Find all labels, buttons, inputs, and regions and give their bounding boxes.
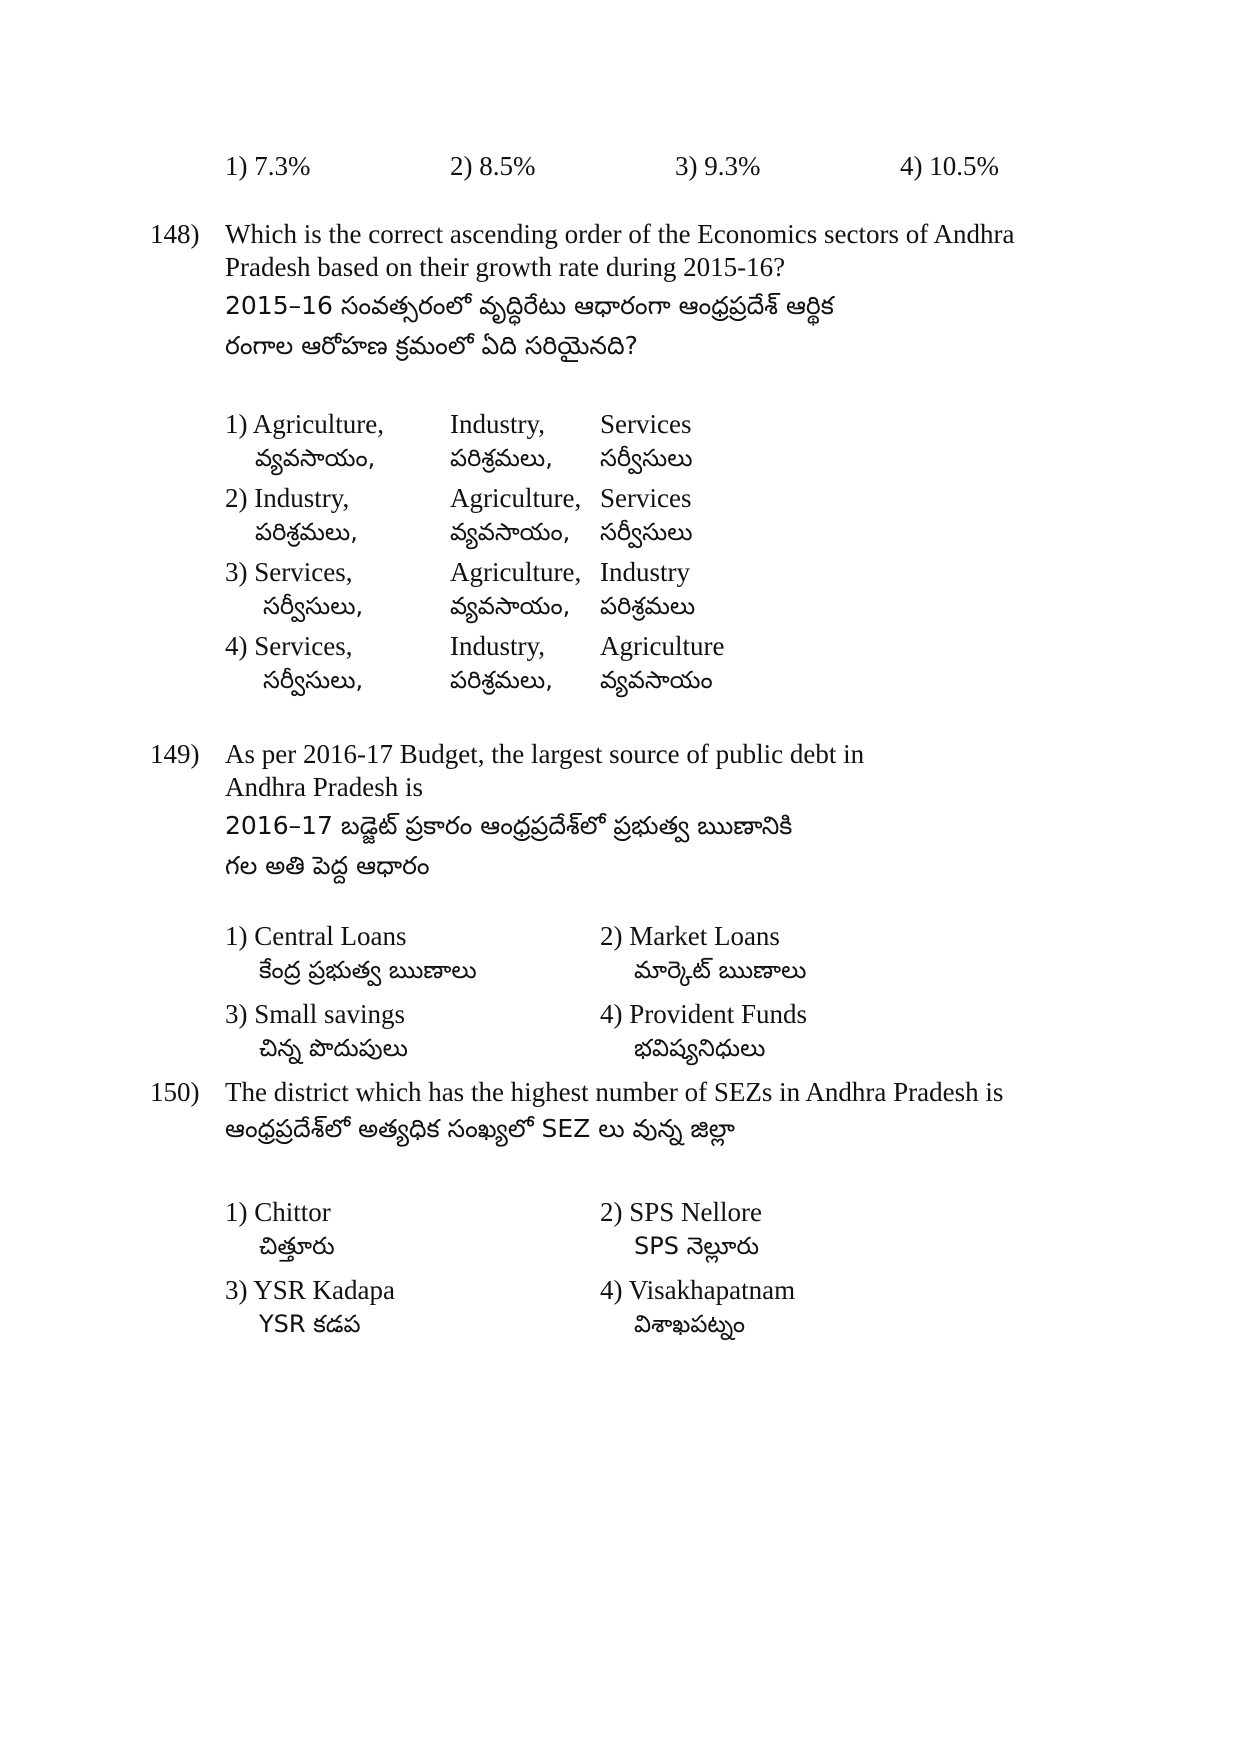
option-cell — [450, 630, 553, 697]
option-4 — [600, 1274, 795, 1341]
option-text-te: YSR కడప — [259, 1310, 361, 1338]
option-text-en: 1) Agriculture, — [225, 409, 384, 439]
option-text-te: చిన్న పొదుపులు — [259, 1034, 408, 1062]
option-text-te: పరిశ్రమలు, — [450, 444, 553, 472]
option-text-en: 2) SPS Nellore — [600, 1197, 762, 1227]
option-cell — [225, 408, 384, 475]
option-text-te: SPS నెల్లూరు — [634, 1232, 760, 1260]
option-cell — [450, 556, 581, 623]
question-number: 149) — [150, 739, 200, 769]
option-text-te: కేంద్ర ప్రభుత్వ ఋణాలు — [259, 956, 477, 984]
q147-option-2: 2) 8.5% — [450, 151, 536, 181]
option-text-en: Services — [600, 483, 692, 513]
option-text-te: వ్యవసాయం, — [255, 444, 376, 472]
option-text-en: 1) Chittor — [225, 1197, 331, 1227]
option-text-te: చిత్తూరు — [259, 1232, 335, 1260]
question-text-te: గల అతి పెద్ద ఆధారం — [225, 851, 430, 880]
q147-option-1: 1) 7.3% — [225, 151, 311, 181]
option-text-en: 2) Market Loans — [600, 921, 780, 951]
question-text-en: Which is the correct ascending order of the Economics sectors of Andhra — [225, 219, 1015, 249]
option-text-te: మార్కెట్ ఋణాలు — [634, 956, 807, 984]
question-number: 148) — [150, 219, 200, 249]
option-text-te: వ్యవసాయం, — [450, 518, 571, 546]
q147-option-3: 3) 9.3% — [675, 151, 761, 181]
option-text-te: సర్వీసులు — [600, 518, 693, 546]
option-text-en: Agriculture, — [450, 483, 582, 513]
option-text-en: 3) Small savings — [225, 999, 405, 1029]
option-cell — [225, 482, 358, 549]
option-cell — [225, 630, 363, 697]
question-text-en: The district which has the highest number of SEZs in Andhra Pradesh is — [225, 1077, 1004, 1107]
option-cell — [450, 408, 553, 475]
option-text-te: సర్వీసులు, — [263, 592, 364, 620]
question-text-te: ఆంధ్రప్రదేశ్‌లో అత్యధిక సంఖ్యలో SEZ లు వున్న జిల్లా — [225, 1114, 735, 1143]
option-text-te: భవిష్యనిధులు — [634, 1034, 766, 1062]
question-text-en: As per 2016-17 Budget, the largest source of public debt in — [225, 739, 865, 769]
question-text-en: Pradesh based on their growth rate during 2015-16? — [225, 252, 786, 282]
option-text-en: 4) Provident Funds — [600, 999, 808, 1029]
option-3 — [225, 1274, 395, 1341]
option-cell — [450, 482, 581, 549]
option-text-te: వ్యవసాయం — [600, 666, 713, 694]
option-text-en: Agriculture — [600, 631, 725, 661]
option-text-en: 1) Central Loans — [225, 921, 407, 951]
option-cell — [225, 556, 363, 623]
option-1 — [225, 1196, 335, 1263]
option-text-en: 3) YSR Kadapa — [225, 1275, 395, 1305]
option-3 — [225, 998, 408, 1065]
question-text-te: రంగాల ఆరోహణ క్రమంలో ఏది సరియైనది? — [225, 331, 638, 360]
question-text-te: 2016–17 బడ్జెట్ ప్రకారం ఆంధ్రప్రదేశ్‌లో ప్రభుత్వ ఋణానికి — [225, 811, 793, 840]
question-text-en: Andhra Pradesh is — [225, 772, 423, 802]
option-text-en: 2) Industry, — [225, 483, 350, 513]
option-2 — [600, 920, 806, 987]
option-text-en: Services — [600, 409, 692, 439]
option-text-te: పరిశ్రమలు, — [450, 666, 553, 694]
option-text-en: Agriculture, — [450, 557, 582, 587]
option-cell — [600, 556, 695, 623]
question-text — [225, 1076, 1003, 1149]
option-2 — [600, 1196, 762, 1263]
question-number: 150) — [150, 1077, 200, 1107]
option-text-en: 4) Services, — [225, 631, 353, 661]
option-4 — [600, 998, 807, 1065]
option-cell — [600, 482, 693, 549]
q147-option-4: 4) 10.5% — [900, 151, 999, 181]
option-text-en: 4) Visakhapatnam — [600, 1275, 796, 1305]
option-cell — [600, 630, 724, 697]
option-text-te: పరిశ్రమలు, — [255, 518, 358, 546]
option-1 — [225, 920, 477, 987]
option-cell — [600, 408, 693, 475]
option-text-te: సర్వీసులు, — [263, 666, 364, 694]
question-text — [225, 218, 1014, 366]
option-text-te: సర్వీసులు — [600, 444, 693, 472]
option-text-en: 3) Services, — [225, 557, 353, 587]
option-text-en: Industry, — [450, 409, 545, 439]
option-text-te: వ్యవసాయం, — [450, 592, 571, 620]
option-text-en: Industry, — [450, 631, 545, 661]
option-text-te: పరిశ్రమలు — [600, 592, 696, 620]
option-text-en: Industry — [600, 557, 690, 587]
question-text-te: 2015–16 సంవత్సరంలో వృద్ధిరేటు ఆధారంగా ఆంధ్రప్రదేశ్ ఆర్థిక — [225, 291, 834, 320]
option-text-te: విశాఖపట్నం — [634, 1310, 745, 1338]
question-text — [225, 738, 864, 886]
